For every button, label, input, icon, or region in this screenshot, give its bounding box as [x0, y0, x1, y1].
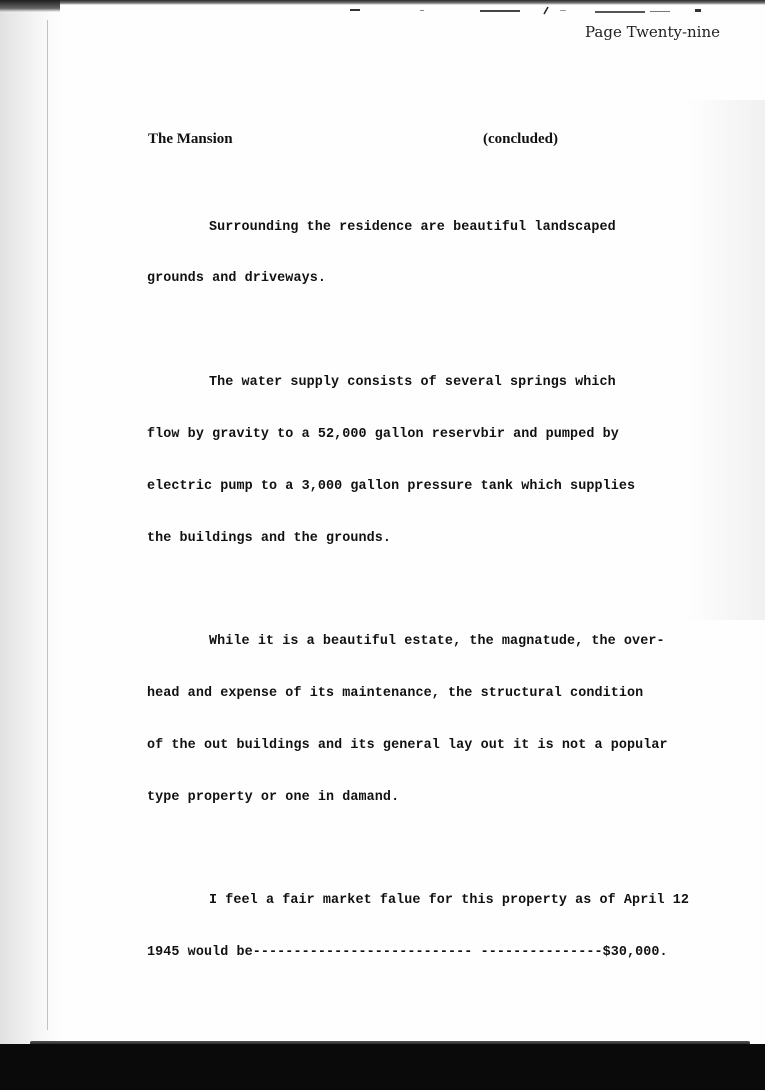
text-line: 1945 would be--------------------------- ---------------$30,000.: [147, 945, 668, 961]
paragraph-grounds: [147, 184, 717, 322]
scan-edge-bottom: [0, 1044, 765, 1090]
text-line: I feel a fair market falue for this property as of April 12: [209, 893, 690, 909]
scan-shadow-left: [0, 0, 62, 1090]
body-text: [147, 184, 717, 1013]
scan-edge-top: [0, 0, 765, 5]
scan-fold-line: [47, 20, 48, 1030]
text-line: While it is a beautiful estate, the magnatude, the over-: [209, 634, 665, 650]
text-line: type property or one in damand.: [147, 789, 400, 805]
paragraph-market-value: [147, 858, 717, 996]
section-title: The Mansion: [148, 131, 233, 147]
paragraph-water-supply: [147, 339, 717, 581]
text-line: grounds and driveways.: [147, 271, 326, 287]
text-line: Surrounding the residence are beautiful landscaped: [209, 219, 616, 235]
text-line: of the out buildings and its general lay out it is not a popular: [147, 737, 668, 753]
text-line: electric pump to a 3,000 gallon pressure tank which supplies: [147, 478, 636, 494]
section-status: (concluded): [483, 131, 558, 147]
scan-corner-top-left: [0, 0, 60, 12]
text-line: the buildings and the grounds.: [147, 530, 392, 546]
paragraph-estate-condition: [147, 599, 717, 841]
scan-smudge-marks: [350, 6, 710, 16]
text-line: head and expense of its maintenance, the structural condition: [147, 686, 644, 702]
text-line: flow by gravity to a 52,000 gallon reservbir and pumped by: [147, 426, 619, 442]
page-number: Page Twenty-nine: [585, 23, 721, 41]
text-line: The water supply consists of several springs which: [209, 374, 616, 390]
